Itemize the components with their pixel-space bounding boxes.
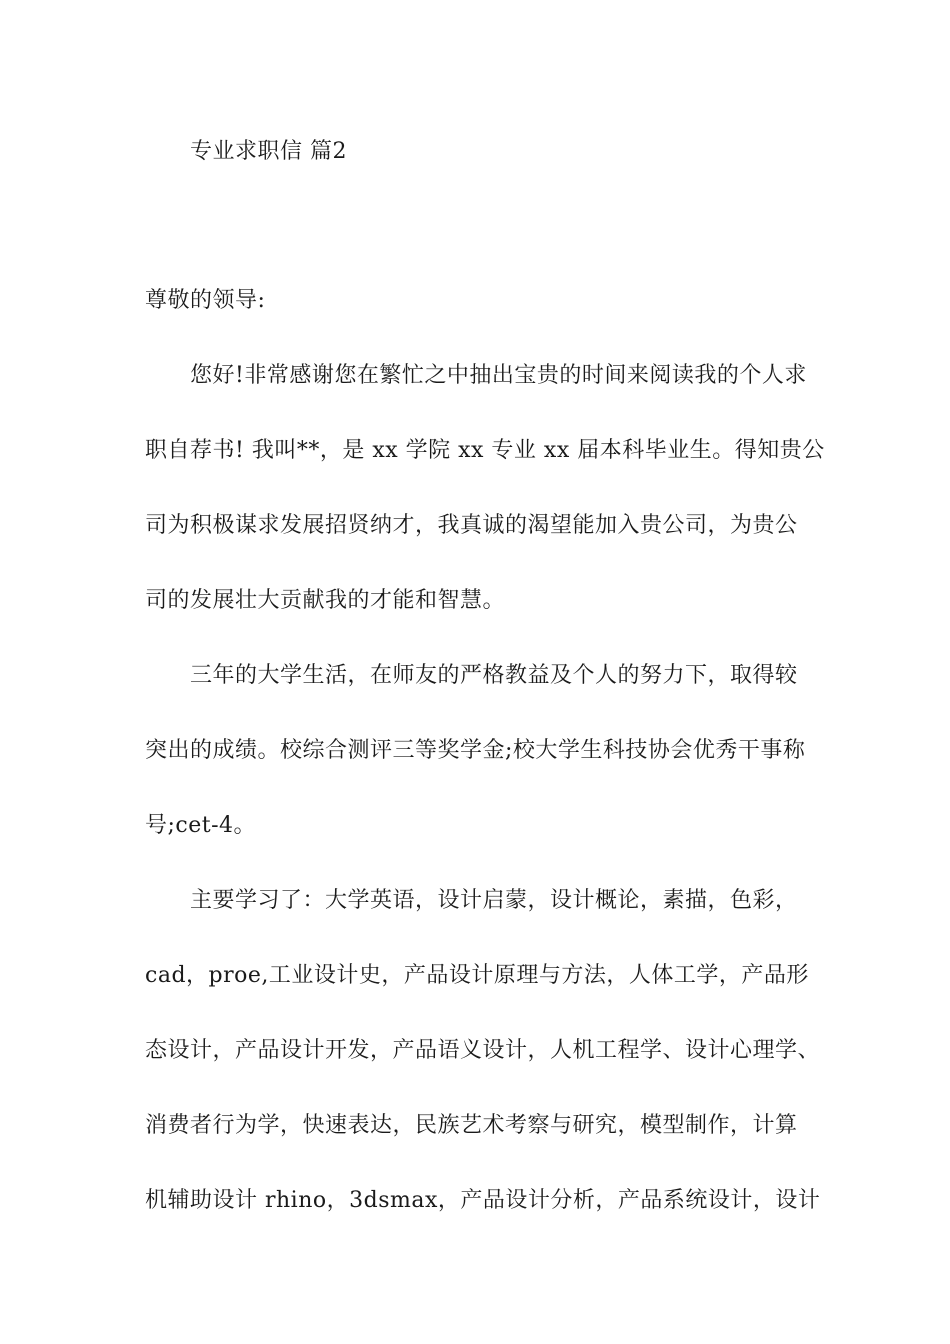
body-line: 号;cet-4。: [145, 813, 257, 838]
body-line: 司的发展壮大贡献我的才能和智慧。: [145, 588, 506, 613]
body-line: 机辅助设计 rhino，3dsmax，产品设计分析，产品系统设计，设计: [145, 1188, 821, 1213]
body-line: 突出的成绩。校综合测评三等奖学金;校大学生科技协会优秀干事称: [145, 738, 806, 763]
body-line: 职自荐书! 我叫**，是 xx 学院 xx 专业 xx 届本科毕业生。得知贵公: [145, 438, 825, 463]
body-line: 主要学习了：大学英语，设计启蒙，设计概论，素描，色彩，: [190, 888, 798, 913]
body-line: 您好!非常感谢您在繁忙之中抽出宝贵的时间来阅读我的个人求: [190, 363, 807, 388]
document-title: 专业求职信 篇2: [190, 139, 347, 164]
body-line: 消费者行为学，快速表达，民族艺术考察与研究，模型制作，计算: [145, 1113, 798, 1138]
salutation: 尊敬的领导:: [145, 288, 266, 313]
body-line: cad，proe,工业设计史，产品设计原理与方法，人体工学，产品形: [145, 963, 809, 988]
body-line: 三年的大学生活，在师友的严格教益及个人的努力下，取得较: [190, 663, 798, 688]
body-line: 态设计，产品设计开发，产品语义设计，人机工程学、设计心理学、: [145, 1038, 821, 1063]
body-line: 司为积极谋求发展招贤纳才，我真诚的渴望能加入贵公司，为贵公: [145, 513, 798, 538]
